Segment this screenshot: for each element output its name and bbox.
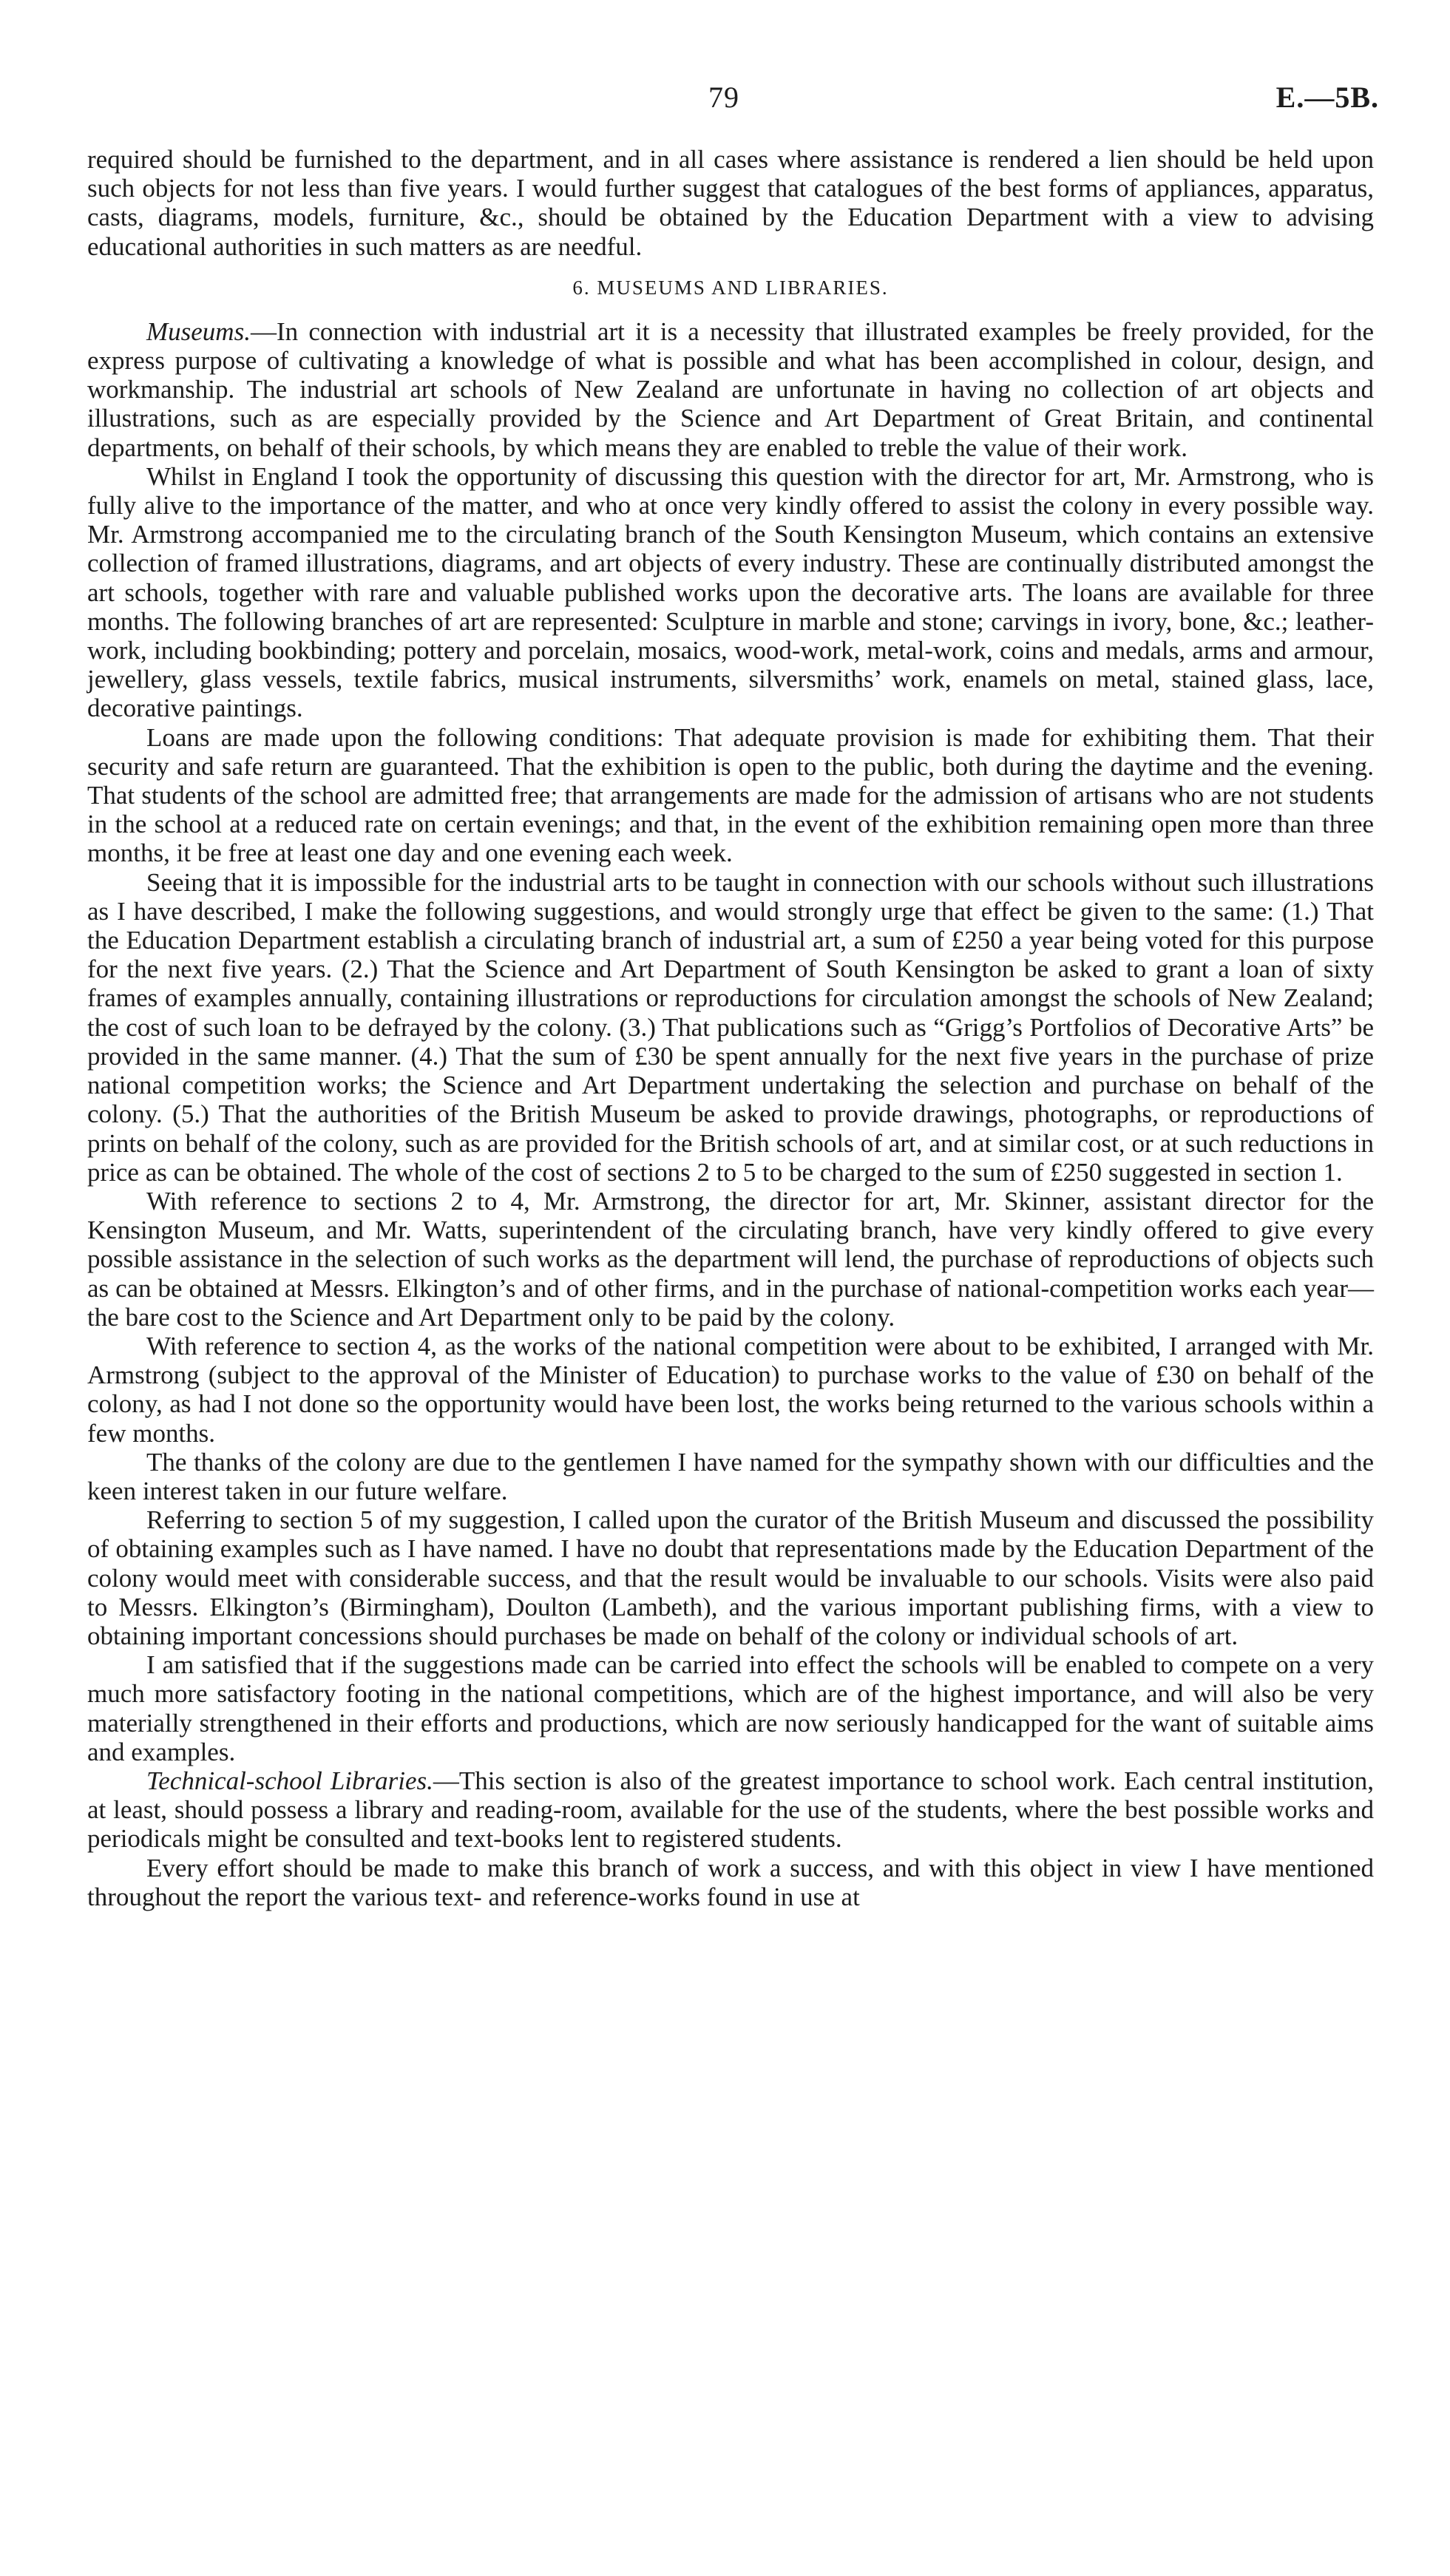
- libraries-lead: Technical-school Libraries.: [146, 1766, 433, 1795]
- paragraph-museums: [87, 317, 1374, 462]
- paragraph-satisfied: I am satisfied that if the suggestions made can be carried into effect the schools will be enabled to compete on a very much more satisfactory footing in the national competitions, which are of the highest importance, and will also be very materially strengthened in their efforts and productions, which are now seriously handicapped for the want of suitable aims and examples.: [87, 1650, 1374, 1766]
- paragraph-suggestions: Seeing that it is impossible for the industrial arts to be taught in connection with our schools without such illustrations as I have described, I make the following suggestions, and would strongly urge that effect be given to the same: (1.) That the Education Department establish a circulating branch of industrial art, a sum of £250 a year being voted for this purpose for the next five years. (2.) That the Science and Art Department of South Kensington be asked to grant a loan of sixty frames of examples annually, containing illustrations or reproductions for circulation amongst the schools of New Zealand; the cost of such loan to be defrayed by the colony. (3.) That publications such as “Grigg’s Portfolios of Decorative Arts” be provided in the same manner. (4.) That the sum of £30 be spent annually for the next five years in the purchase of prize national competition works; the Science and Art Department undertaking the selection and purchase on behalf of the colony. (5.) That the authorities of the British Museum be asked to provide drawings, photographs, or reproductions of prints on behalf of the colony, such as are provided for the British schools of art, and at similar cost, or at such reductions in price as can be obtained. The whole of the cost of sections 2 to 5 to be charged to the sum of £250 suggested in section 1.: [87, 867, 1374, 1187]
- paragraph-every-effort: Every effort should be made to make this branch of work a success, and with this object in view I have mentioned throughout the report the various text- and reference-works found in use at: [87, 1853, 1374, 1911]
- paragraph-sections-2-to-4: With reference to sections 2 to 4, Mr. Armstrong, the director for art, Mr. Skinner, assistant director for the Kensington Museum, and Mr. Watts, superintendent of the circulating branch, have very kindly offered to give every possible assistance in the selection of such works as the department will lend, the purchase of reproductions of objects such as can be obtained at Messrs. Elkington’s and of other firms, and in the purchase of national-competition works each year—the bare cost to the Science and Art Department only to be paid by the colony.: [87, 1186, 1374, 1332]
- document-reference: E.—5B.: [1275, 81, 1379, 114]
- paragraph-section-4: With reference to section 4, as the works of the national competition were about to be exhibited, I arranged with Mr. Armstrong (subject to the approval of the Minister of Education) to purchase works to the value of £30 on behalf of the colony, as had I not done so the opportunity would have been lost, the works being returned to the various schools within a few months.: [87, 1331, 1374, 1448]
- paragraph-thanks: The thanks of the colony are due to the gentlemen I have named for the sympathy shown with our difficulties and the keen interest taken in our future welfare.: [87, 1447, 1374, 1505]
- libraries-text: —This section is also of the greatest importance to school work. Each central institution, at least, should possess a library and reading-room, available for the use of the students, where the best possible works and periodicals might be consulted and text-books lent to registered students.: [87, 1766, 1375, 1854]
- paragraph-libraries: [87, 1766, 1374, 1854]
- paragraph-section-5: Referring to section 5 of my suggestion, I called upon the curator of the British Museum and discussed the possibility of obtaining examples such as I have named. I have no doubt that representations made by the Education Department of the colony would meet with considerable success, and that the result would be invaluable to our schools. Visits were also paid to Messrs. Elkington’s (Birmingham), Doulton (Lambeth), and the various important publishing firms, with a view to obtaining important concessions should purchases be made on behalf of the colony or individual schools of art.: [87, 1505, 1374, 1650]
- page-number: 79: [708, 81, 739, 114]
- document-body: [87, 145, 1374, 1911]
- page-header: [0, 80, 1450, 117]
- paragraph-continuation: required should be furnished to the department, and in all cases where assistance is rendered a lien should be held upon such objects for not less than five years. I would further suggest that catalogues of the best forms of appliances, apparatus, casts, diagrams, models, furniture, &c., should be obtained by the Education Department with a view to advising educational authorities in such matters as are needful.: [87, 145, 1374, 261]
- paragraph-england-visit: Whilst in England I took the opportunity of discussing this question with the director for art, Mr. Armstrong, who is fully alive to the importance of the matter, and who at once very kindly offered to assist the colony in every possible way. Mr. Armstrong accompanied me to the circulating branch of the South Kensington Museum, which contains an extensive collection of framed illustrations, diagrams, and art objects of every industry. These are continually distributed amongst the art schools, together with rare and valuable published works upon the decorative arts. The loans are available for three months. The following branches of art are represented: Sculpture in marble and stone; carvings in ivory, bone, &c.; leather-work, including bookbinding; pottery and porcelain, mosaics, wood-work, metal-work, coins and medals, arms and armour, jewellery, glass vessels, textile fabrics, musical instruments, silversmiths’ work, enamels on metal, stained glass, lace, decorative paintings.: [87, 461, 1374, 723]
- paragraph-loan-conditions: Loans are made upon the following conditions: That adequate provision is made for exhibiting them. That their security and safe return are guaranteed. That the exhibition is open to the public, both during the daytime and the evening. That students of the school are admitted free; that arrangements are made for the admission of artisans who are not students in the school at a reduced rate on certain evenings; and that, in the event of the exhibition remaining open more than three months, it be free at least one day and one evening each week.: [87, 722, 1374, 868]
- section-heading: 6. MUSEUMS AND LIBRARIES.: [572, 276, 889, 299]
- museums-lead: Museums.: [146, 316, 251, 346]
- museums-text: —In connection with industrial art it is a necessity that illustrated examples be freely provided, for the express purpose of cultivating a knowledge of what is possible and what has been accomplished in colour, design, and workmanship. The industrial art schools of New Zealand are unfortunate in having no collection of art objects and illustrations, such as are especially provided by the Science and Art Department of Great Britain, and continental departments, on behalf of their schools, by which means they are enabled to treble the value of their work.: [87, 316, 1374, 462]
